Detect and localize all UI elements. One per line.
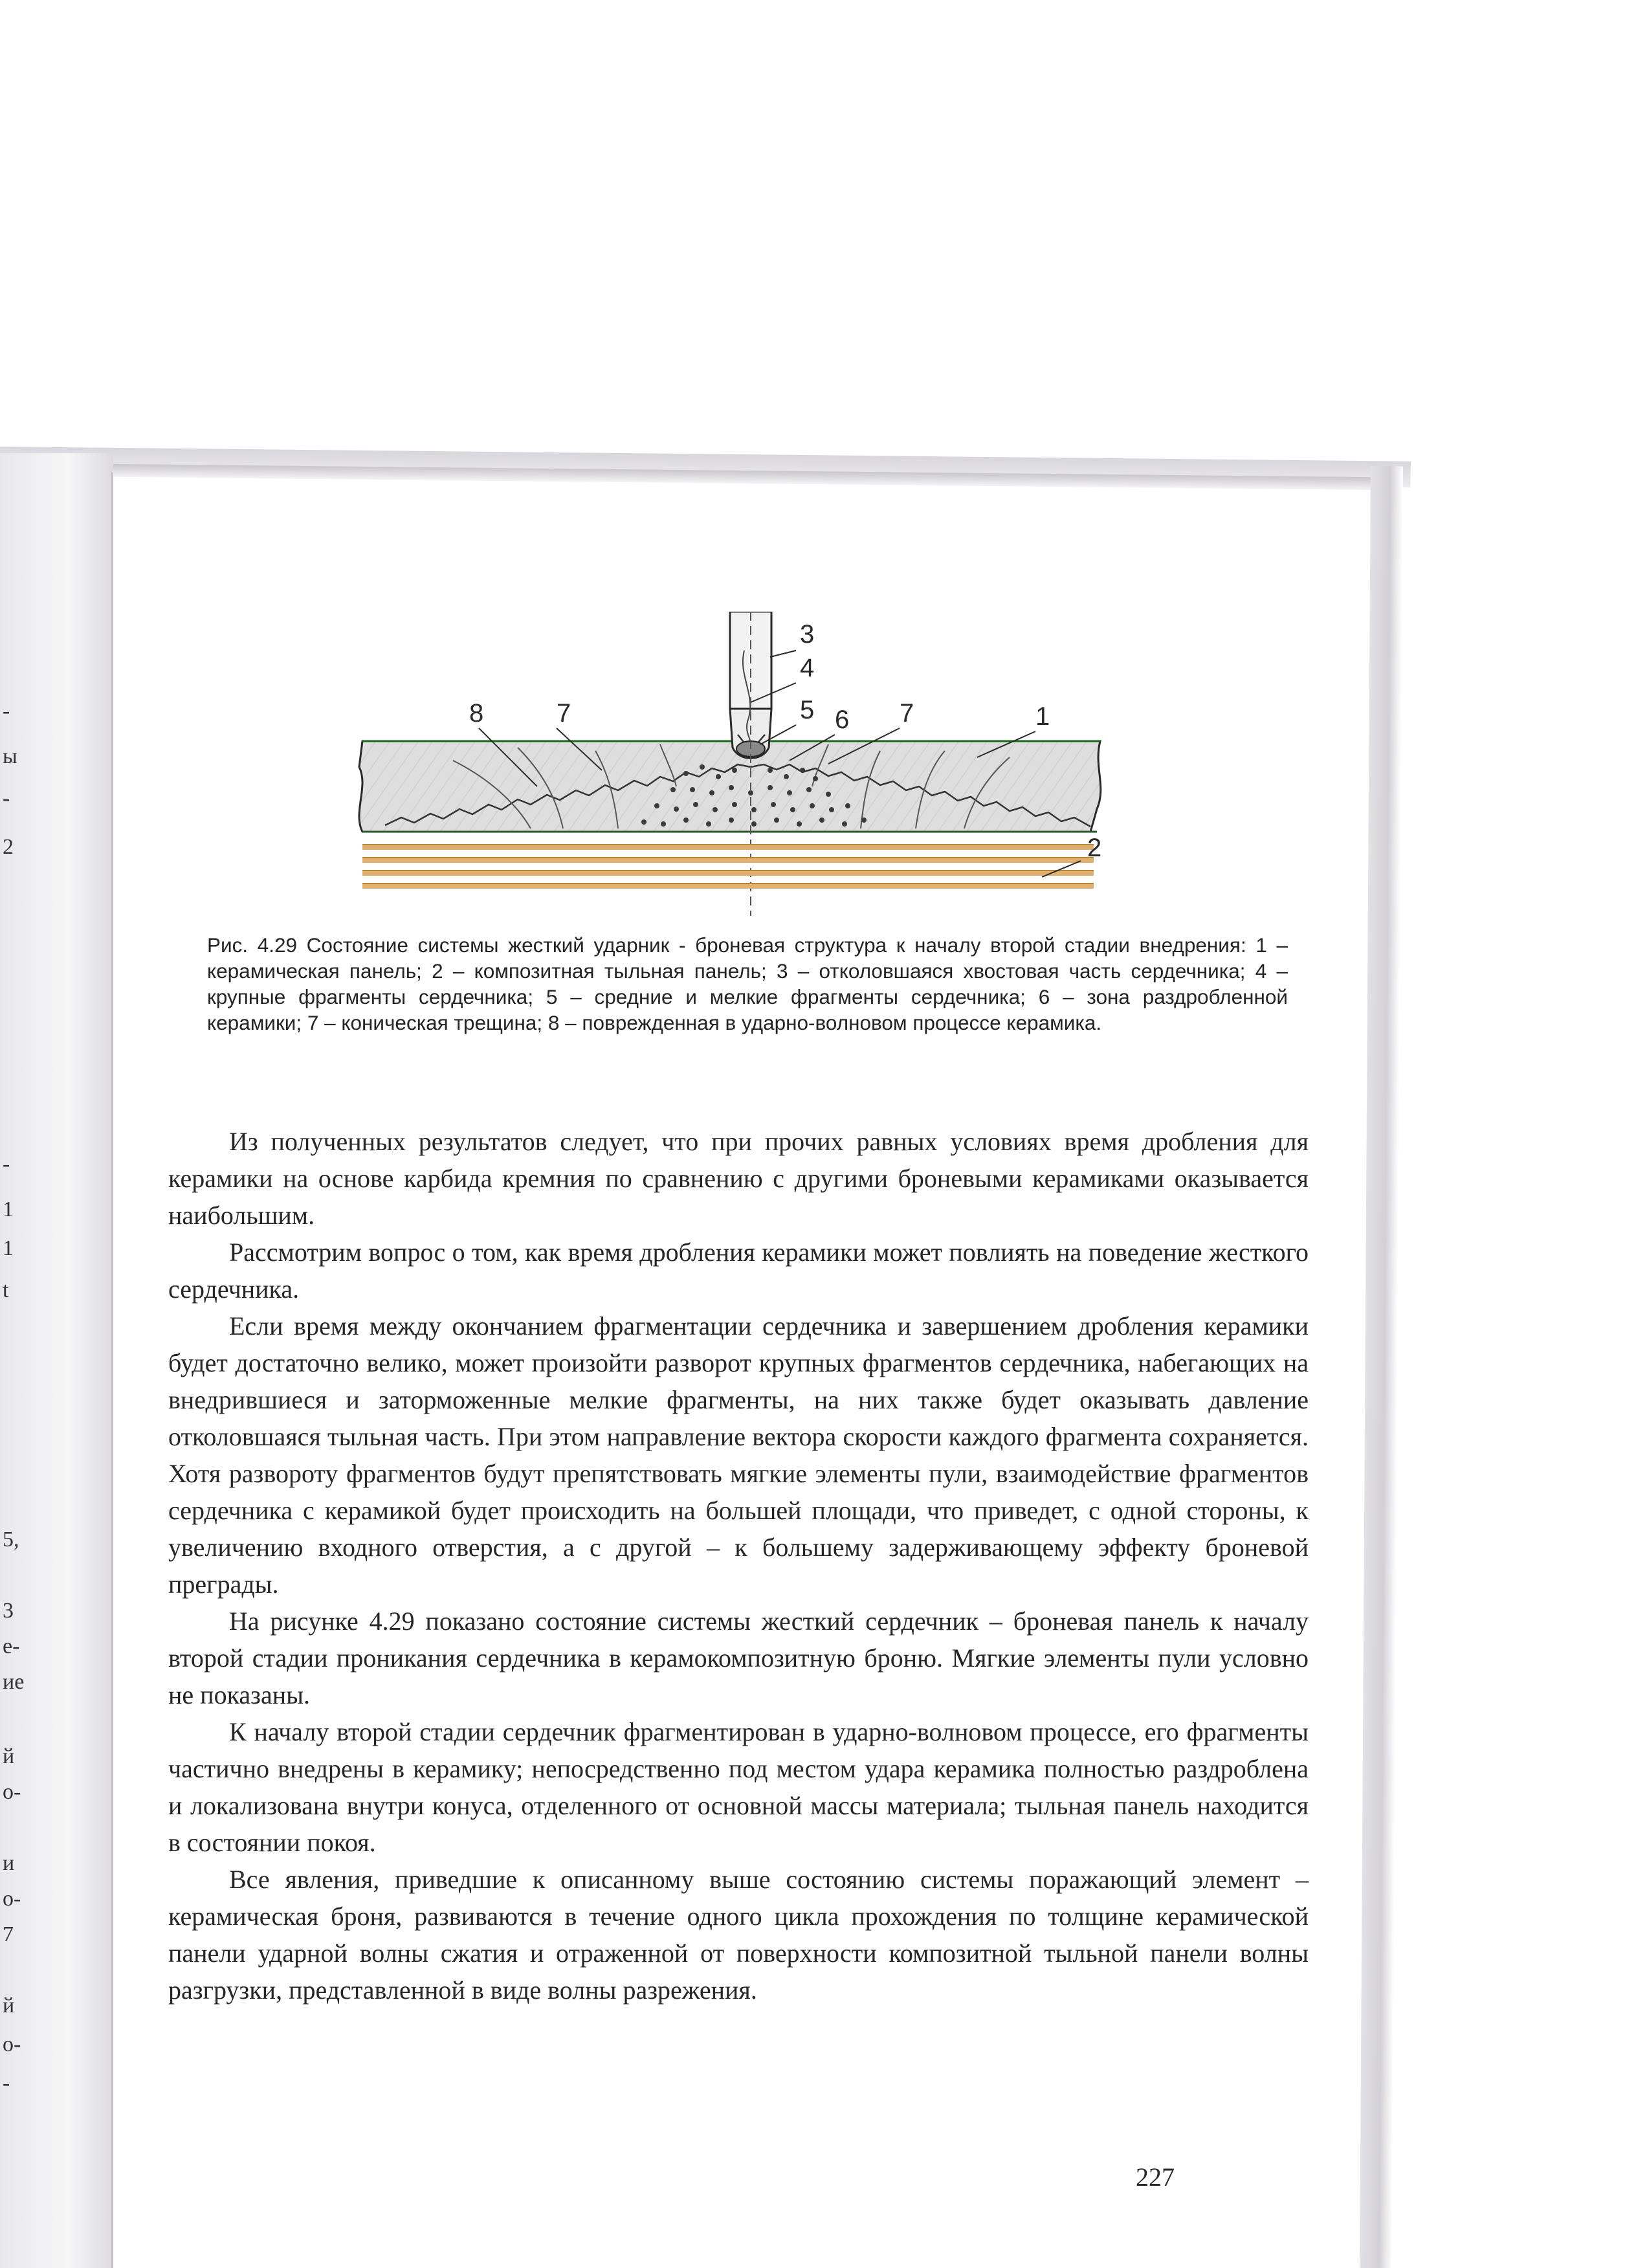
left-mark: 2 [3, 835, 14, 859]
left-mark: - [3, 2071, 10, 2095]
paragraph: Если время между окончанием фрагментации сердечника и завершением дробления керамики будет достаточно велико, может произойти разворот крупных фрагментов сердечника, набегающих на внедрившиеся и заторможенные мелкие фрагменты, на них также будет оказывать давление отколовшаяся тыльная часть. При этом направление вектора скорости каждого фрагмента сохраняется. Хотя развороту фрагментов будут препятствовать мягкие элементы пули, взаимодействие фрагментов сердечника с керамикой будет происходить на большей площади, что приведет, с одной стороны, к увеличению входного отверстия, а с другой – к большему задерживающему эффекту броневой преграды. [168, 1311, 1309, 1599]
label-3: 3 [800, 620, 815, 649]
left-mark: 7 [3, 1922, 14, 1946]
figure-caption: Рис. 4.29 Состояние системы жесткий ударник - броневая структура к началу второй стадии внедрения: 1 – керамическая панель; 2 – композитная тыльная панель; 3 – отколовшаяся хвостовая часть сердечника; 4 – крупные фрагменты сердечника; 5 – средние и мелкие фрагменты сердечника; 6 – зона раздробленной керамики; 7 – коническая трещина; 8 – поврежденная в ударно-волновом процессе керамика. [207, 933, 1288, 1034]
left-mark: ы [3, 744, 17, 768]
left-mark: й [3, 1744, 15, 1768]
paragraph: На рисунке 4.29 показано состояние системы жесткий сердечник – броневая панель к началу второй стадии проникания сердечника в керамокомпозитную броню. Мягкие элементы пули условно не показаны. [168, 1606, 1309, 1709]
label-6: 6 [835, 706, 850, 734]
label-5: 5 [800, 696, 815, 724]
left-mark: о- [3, 1887, 21, 1911]
left-mark: ие [3, 1670, 25, 1694]
label-4: 4 [800, 654, 815, 682]
left-mark: 5, [3, 1528, 19, 1551]
left-mark: 1 [3, 1197, 14, 1221]
label-7-right: 7 [900, 699, 914, 728]
left-mark: - [3, 1152, 10, 1176]
book-page [116, 476, 1369, 2268]
left-mark: t [3, 1278, 9, 1302]
paragraph: Из полученных результатов следует, что при прочих равных условиях время дробления для керамики на основе карбида кремния по сравнению с другими броневыми керамиками оказывается наибольшим. [168, 1127, 1309, 1230]
left-mark: 1 [3, 1236, 14, 1260]
figure-4-29 [324, 612, 1178, 922]
paragraph: Все явления, приведшие к описанному выше состоянию системы поражающий элемент – керамическая броня, развиваются в течение одного цикла прохождения по толщине керамической панели ударной волны сжатия и отраженной от поверхности композитной тыльной панели волны разгрузки, представленной в виде волны разрежения. [168, 1865, 1309, 2005]
left-page-fragments [0, 0, 26, 2268]
composite-back-panel [362, 845, 1094, 889]
left-mark: - [3, 786, 10, 810]
page-number: 227 [1136, 2162, 1175, 2192]
spine-fold-line [111, 472, 113, 2268]
left-mark: - [3, 699, 10, 723]
left-mark: и [3, 1851, 15, 1875]
label-7-left: 7 [557, 699, 571, 728]
label-1: 1 [1035, 702, 1050, 731]
body-text [168, 1123, 1309, 2008]
left-mark: й [3, 1994, 15, 2018]
left-mark: о- [3, 2032, 21, 2056]
left-mark: о- [3, 1780, 21, 1804]
impact-diagram [324, 612, 1178, 922]
paragraph: К началу второй стадии сердечник фрагментирован в ударно-волновом процессе, его фрагменты частично внедрены в керамику; непосредственно под местом удара керамика полностью раздроблена и локализована внутри конуса, отделенного от основной массы материала; тыльная панель находится в состоянии покоя. [168, 1717, 1309, 1857]
left-mark: 3 [3, 1599, 14, 1623]
label-2: 2 [1087, 834, 1102, 862]
label-8: 8 [469, 699, 484, 728]
paragraph: Рассмотрим вопрос о том, как время дробления керамики может повлиять на поведение жесткого сердечника. [168, 1238, 1309, 1304]
left-mark: е- [3, 1634, 20, 1658]
